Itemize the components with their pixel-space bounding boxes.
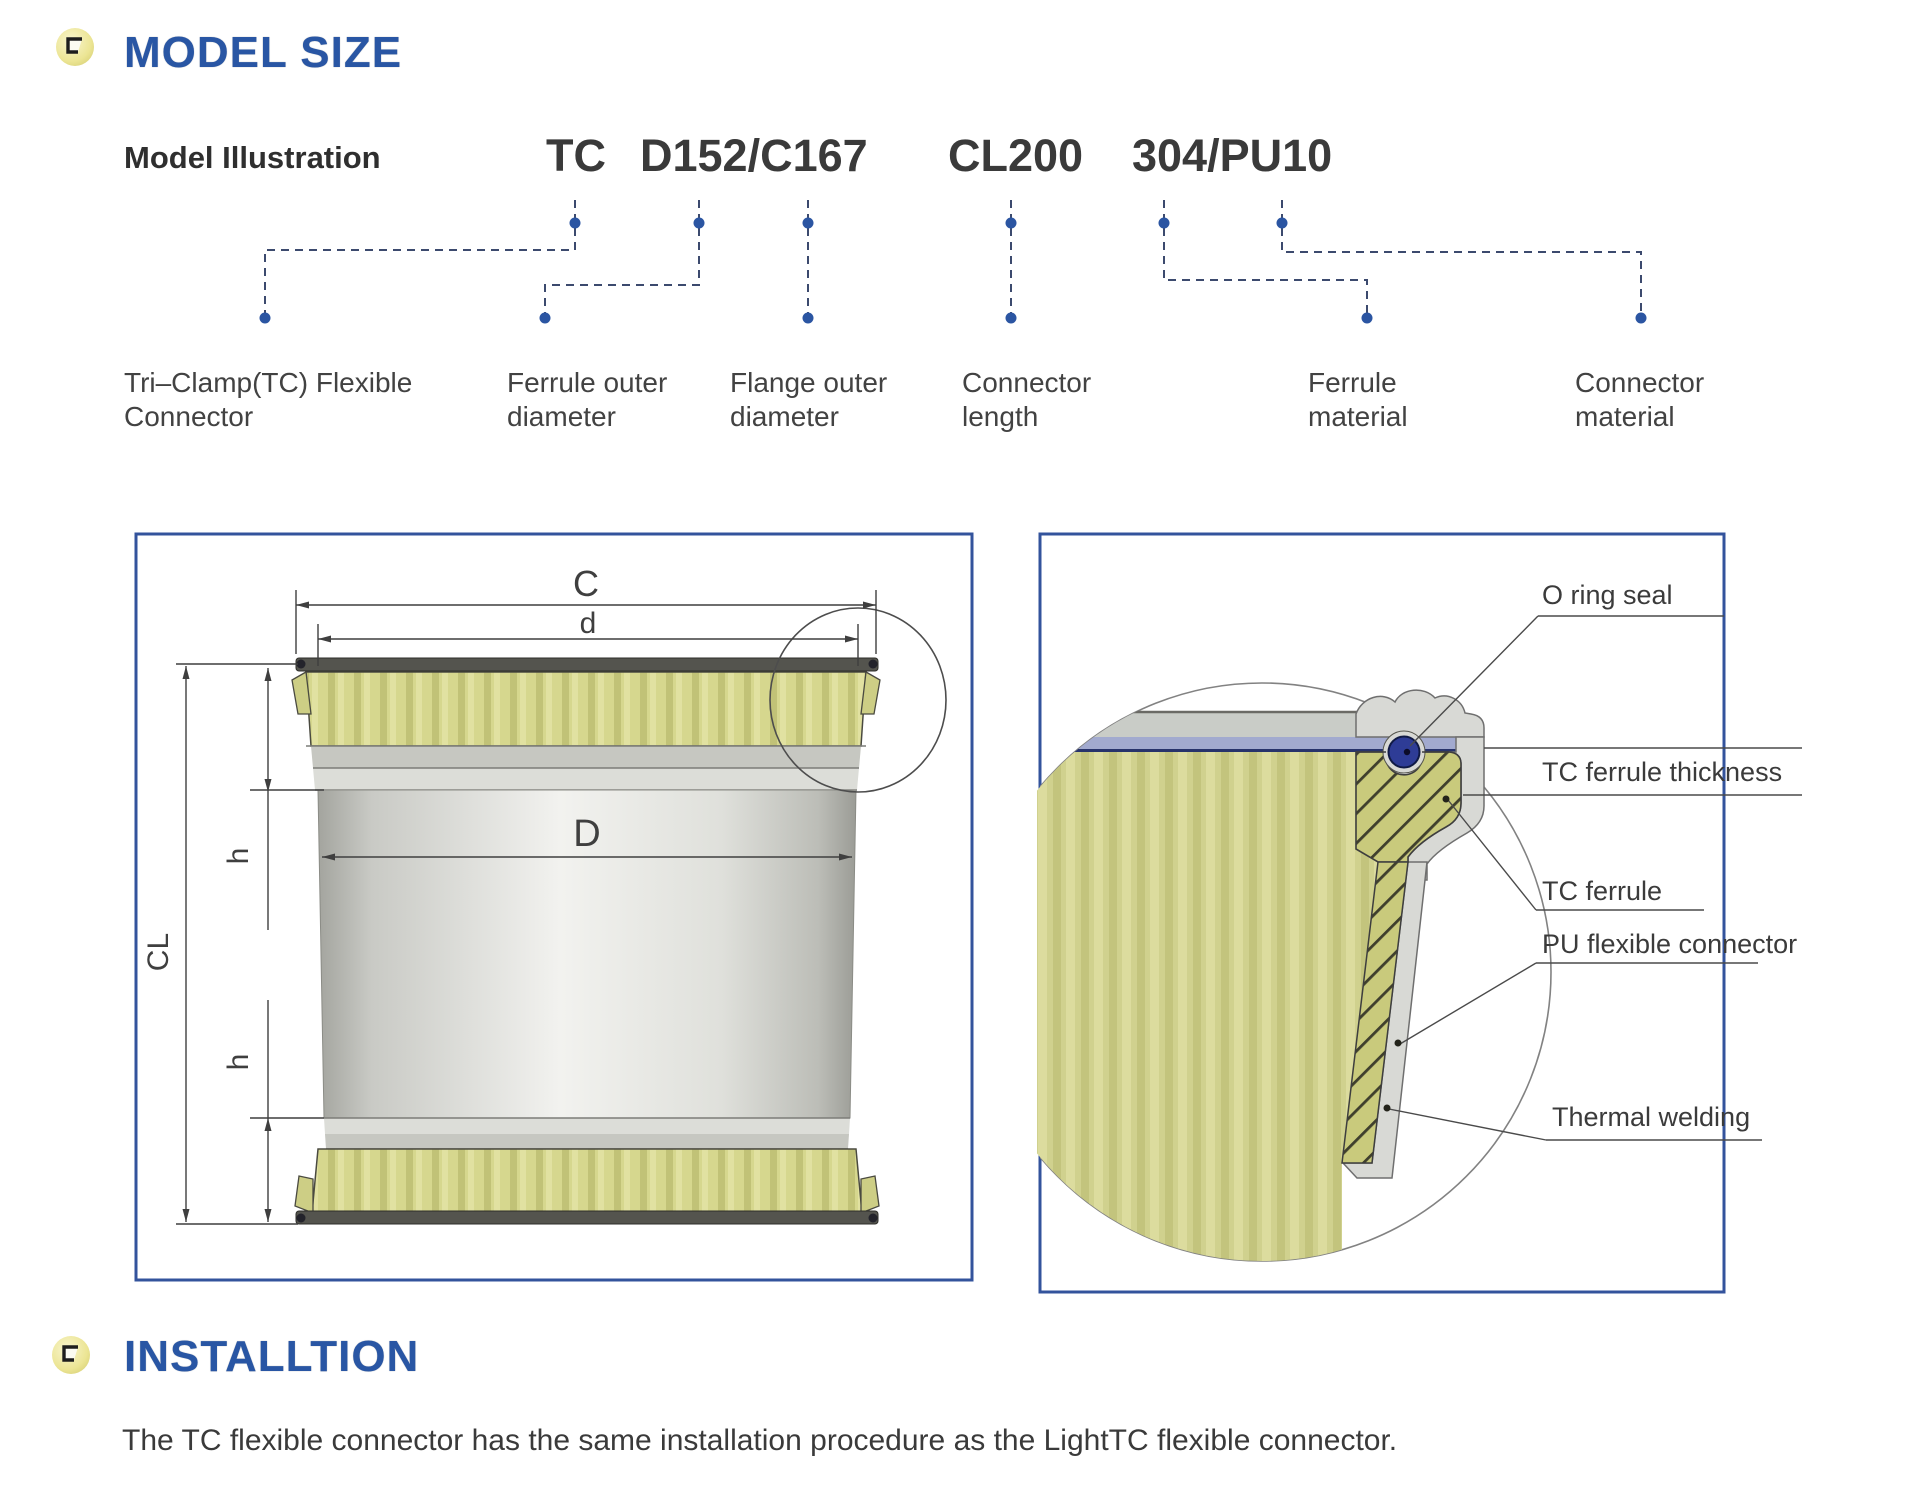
- model-code-diameters: D152/C167: [640, 130, 868, 181]
- label-ferrule-outer-line1: Ferrule outer: [507, 367, 668, 398]
- label-tc-ferrule: TC ferrule: [1542, 876, 1663, 906]
- label-pu-flexible-connector: PU flexible connector: [1542, 929, 1798, 959]
- label-thermal-welding: Thermal welding: [1552, 1102, 1751, 1132]
- label-flange-outer: [730, 366, 887, 434]
- label-tc-ferrule-thickness: TC ferrule thickness: [1542, 757, 1783, 787]
- model-code-materials: 304/PU10: [1132, 130, 1333, 181]
- model-illustration-heading: Model Illustration: [124, 140, 381, 175]
- section-bullet-icon-2: [50, 1334, 92, 1376]
- dim-label-big-d: D: [573, 813, 601, 855]
- label-tri-clamp: [124, 366, 412, 434]
- section-bullet-icon: [54, 26, 96, 68]
- dim-label-h-bottom: h: [222, 1053, 255, 1071]
- detail-drawing-panel: [1037, 532, 1867, 1302]
- dim-label-d: d: [579, 607, 597, 640]
- label-tri-clamp-line2: Connector: [124, 401, 254, 433]
- label-tri-clamp-line1: Tri–Clamp(TC) Flexible: [124, 367, 413, 398]
- dimension-drawing-panel: [134, 532, 974, 1282]
- pu-tube-interior: [1037, 752, 1378, 1270]
- label-ferrule-material: [1308, 366, 1408, 434]
- dim-label-c: C: [573, 563, 599, 604]
- dim-label-h-top: h: [222, 847, 255, 865]
- detail-drawing-canvas: [1037, 532, 1867, 1302]
- label-connector-material-line2: material: [1575, 401, 1675, 433]
- label-connector-material-line1: Connector: [1575, 367, 1705, 398]
- model-code-prefix: TC: [546, 130, 606, 181]
- installation-title: INSTALLTION: [124, 1332, 420, 1381]
- leader-dots: [260, 218, 1647, 324]
- label-o-ring-seal: O ring seal: [1542, 580, 1673, 610]
- label-ferrule-material-line2: material: [1308, 401, 1408, 433]
- label-flange-outer-line2: diameter: [730, 401, 839, 433]
- dim-label-cl: CL: [142, 932, 175, 972]
- label-connector-material: [1575, 366, 1704, 434]
- label-ferrule-outer: [507, 366, 667, 434]
- connector-cylinder-drawing: [292, 658, 880, 1224]
- label-flange-outer-line1: Flange outer: [730, 367, 888, 398]
- page-title: MODEL SIZE: [124, 28, 403, 77]
- label-ferrule-outer-line2: diameter: [507, 401, 616, 433]
- label-connector-length: [962, 366, 1091, 434]
- label-connector-length-line2: length: [962, 401, 1039, 433]
- label-connector-length-line1: Connector: [962, 367, 1092, 398]
- model-code-leader-diagram: [0, 188, 1920, 353]
- label-ferrule-material-line1: Ferrule: [1308, 367, 1397, 398]
- model-code-length: CL200: [948, 130, 1084, 181]
- installation-body: The TC flexible connector has the same installation procedure as the LightTC flexible connector.: [122, 1424, 1398, 1457]
